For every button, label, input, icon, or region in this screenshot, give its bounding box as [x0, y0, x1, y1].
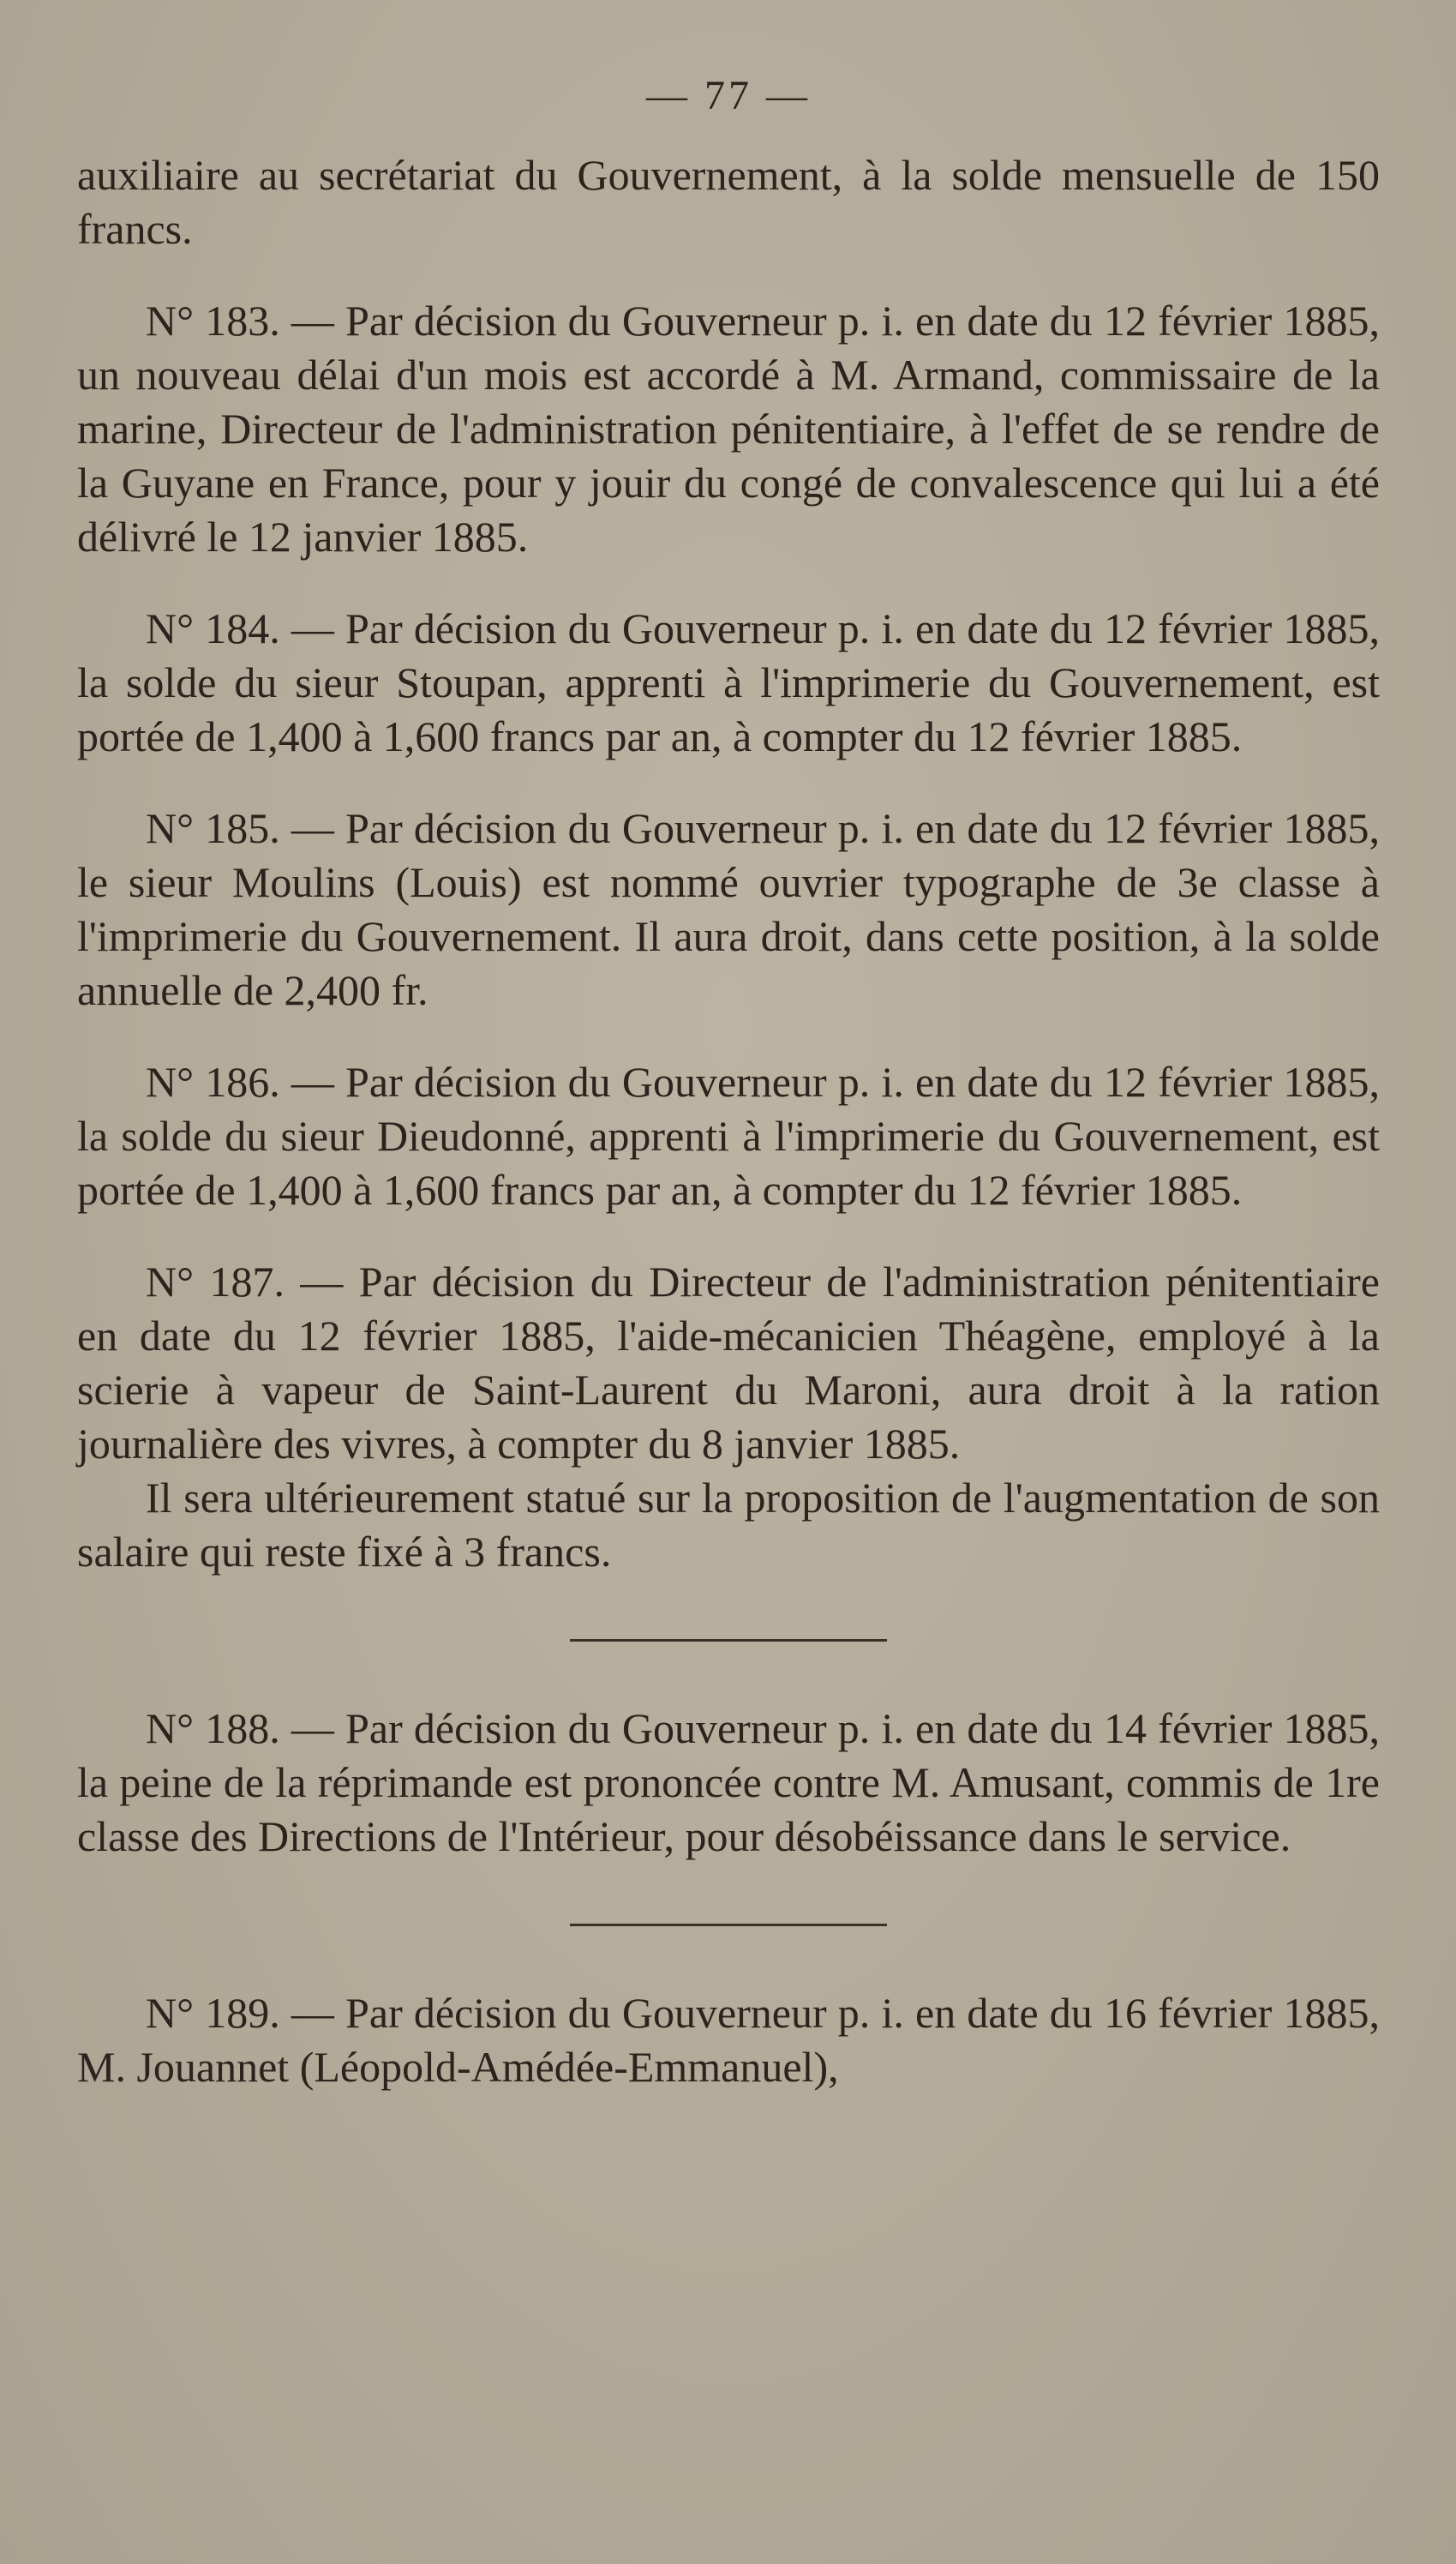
paragraph-185: N° 185. — Par décision du Gouverneur p. i. en date du 12 février 1885, le sieur Moulins (Louis) est nommé ouvrier typographe de 3e classe à l'imprimerie du Gouvernement. Il aura droit, dans cette position, à la solde annuelle de 2,400 fr.: [77, 804, 1380, 1014]
section-divider: [570, 1639, 887, 1642]
page-number: — 77 —: [646, 73, 811, 118]
paragraph-184: N° 184. — Par décision du Gouverneur p. i. en date du 12 février 1885, la solde du sieur Stoupan, apprenti à l'imprimerie du Gouvernement, est portée de 1,400 à 1,600 francs par an, à compter du 12 février 1885.: [77, 604, 1380, 760]
section-divider: [570, 1924, 887, 1926]
paragraph-186: N° 186. — Par décision du Gouverneur p. i. en date du 12 février 1885, la solde du sieur Dieudonné, apprenti à l'imprimerie du Gouvernement, est portée de 1,400 à 1,600 francs par an, à compter du 12 février 1885.: [77, 1058, 1380, 1214]
paragraph-188: N° 188. — Par décision du Gouverneur p. i. en date du 14 février 1885, la peine de la réprimande est prononcée contre M. Amusant, commis de 1re classe des Directions de l'Intérieur, pour désobéissance dans le service.: [77, 1704, 1380, 1860]
paragraph-183: N° 183. — Par décision du Gouverneur p. i. en date du 12 février 1885, un nouveau délai d'un mois est accordé à M. Armand, commissaire de la marine, Directeur de l'administration pénitentiaire, à l'effet de se rendre de la Guyane en France, pour y jouir du congé de convalescence qui lui a été délivré le 12 janvier 1885.: [77, 297, 1380, 561]
paragraph-intro: auxiliaire au secrétariat du Gouvernement, à la solde mensuelle de 150 francs.: [77, 151, 1380, 253]
paragraph-187: N° 187. — Par décision du Directeur de l'administration pénitentiaire en date du 12 février 1885, l'aide-mécanicien Théagène, employé à la scierie à vapeur de Saint-Laurent du Maroni, aura droit à la ration journalière des vivres, à compter du 8 janvier 1885.: [77, 1258, 1380, 1468]
paragraph-187-continued: Il sera ultérieurement statué sur la proposition de l'augmentation de son salaire qui reste fixé à 3 francs.: [77, 1474, 1380, 1576]
paragraph-189: N° 189. — Par décision du Gouverneur p. i. en date du 16 février 1885, M. Jouannet (Léopold-Amédée-Emmanuel),: [77, 1989, 1380, 2091]
text-block: [77, 69, 1380, 2132]
